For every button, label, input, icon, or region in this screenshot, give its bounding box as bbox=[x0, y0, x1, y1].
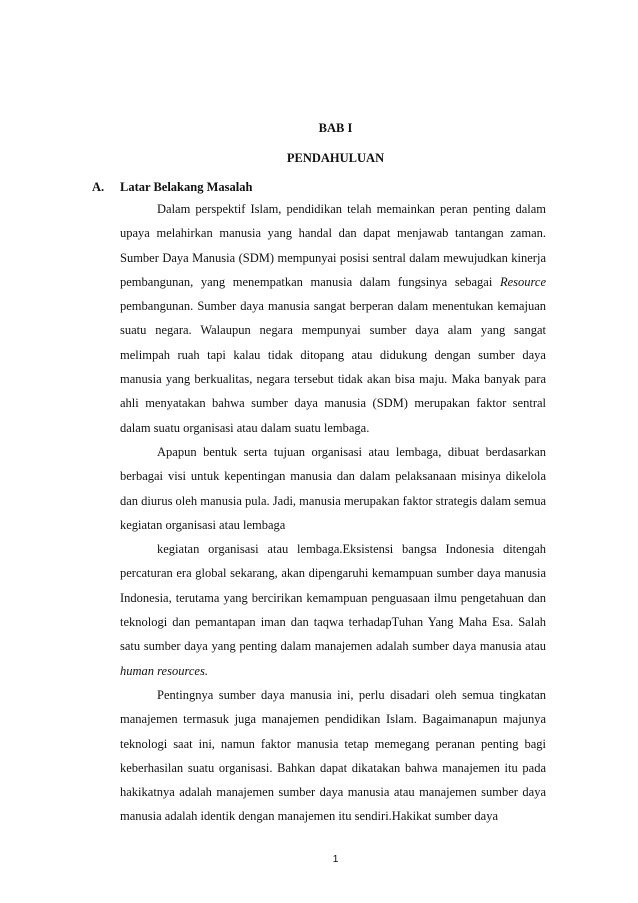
text-run: kegiatan organisasi atau lembaga.Eksistensi bangsa Indonesia ditengah percaturan era global sekarang, akan dipengaruhi kemampuan sumber daya manusia Indonesia, terutama yang bercirikan kemampuan penguasaan ilmu pengetahuan dan teknologi dan pemantapan iman dan taqwa terhadapTuhan Yang Maha Esa. Salah satu sumber daya yang penting dalam manajemen adalah sumber daya manusia atau bbox=[120, 542, 546, 654]
page-number: 1 bbox=[332, 853, 339, 865]
italic-term: human resources. bbox=[120, 663, 208, 678]
italic-term: Resource bbox=[499, 274, 546, 289]
chapter-label: BAB I bbox=[318, 121, 353, 135]
paragraph bbox=[120, 537, 546, 683]
section-title: Latar Belakang Masalah bbox=[120, 180, 253, 194]
paragraph bbox=[120, 683, 546, 829]
text-run: Apapun bentuk serta tujuan organisasi atau lembaga, dibuat berdasarkan berbagai visi untuk kepentingan manusia dan dalam pelaksanaan misinya dikelola dan diurus oleh manusia pula. Jadi, manusia merupakan faktor strategis dalam semua kegiatan organisasi atau lembaga bbox=[120, 444, 546, 532]
paragraph bbox=[120, 197, 546, 440]
section-number: A. bbox=[92, 180, 105, 194]
text-run: Pentingnya sumber daya manusia ini, perlu disadari oleh semua tingkatan manajemen termasuk juga manajemen pendidikan Islam. Bagaimanapun majunya teknologi saat ini, namun faktor manusia tetap memegang peranan penting bagi keberhasilan suatu organisasi. Bahkan dapat dikatakan bahwa manajemen itu pada hakikatnya adalah manajemen sumber daya manusia atau manajemen sumber daya manusia adalah identik dengan manajemen itu sendiri.Hakikat sumber daya bbox=[120, 687, 546, 824]
body-text bbox=[120, 197, 546, 829]
chapter-title: PENDAHULUAN bbox=[286, 151, 385, 165]
text-run: pembangunan. Sumber daya manusia sangat berperan dalam menentukan kemajuan suatu negara. Walaupun negara mempunyai sumber daya alam yang sangat melimpah ruah tapi kalau tidak ditopang atau didukung dengan sumber daya manusia yang berkualitas, negara tersebut tidak akan bisa maju. Maka banyak para ahli menyatakan bahwa sumber daya manusia (SDM) merupakan faktor sentral dalam suatu organisasi atau dalam suatu lembaga. bbox=[120, 299, 546, 435]
paragraph bbox=[120, 440, 546, 537]
text-run: Dalam perspektif Islam, pendidikan telah memainkan peran penting dalam upaya melahirkan manusia yang handal dan dapat menjawab tantangan zaman. Sumber Daya Manusia (SDM) mempunyai posisi sentral dalam mewujudkan kinerja pembangunan, yang menempatkan manusia dalam fungsinya sebagai bbox=[120, 202, 546, 289]
